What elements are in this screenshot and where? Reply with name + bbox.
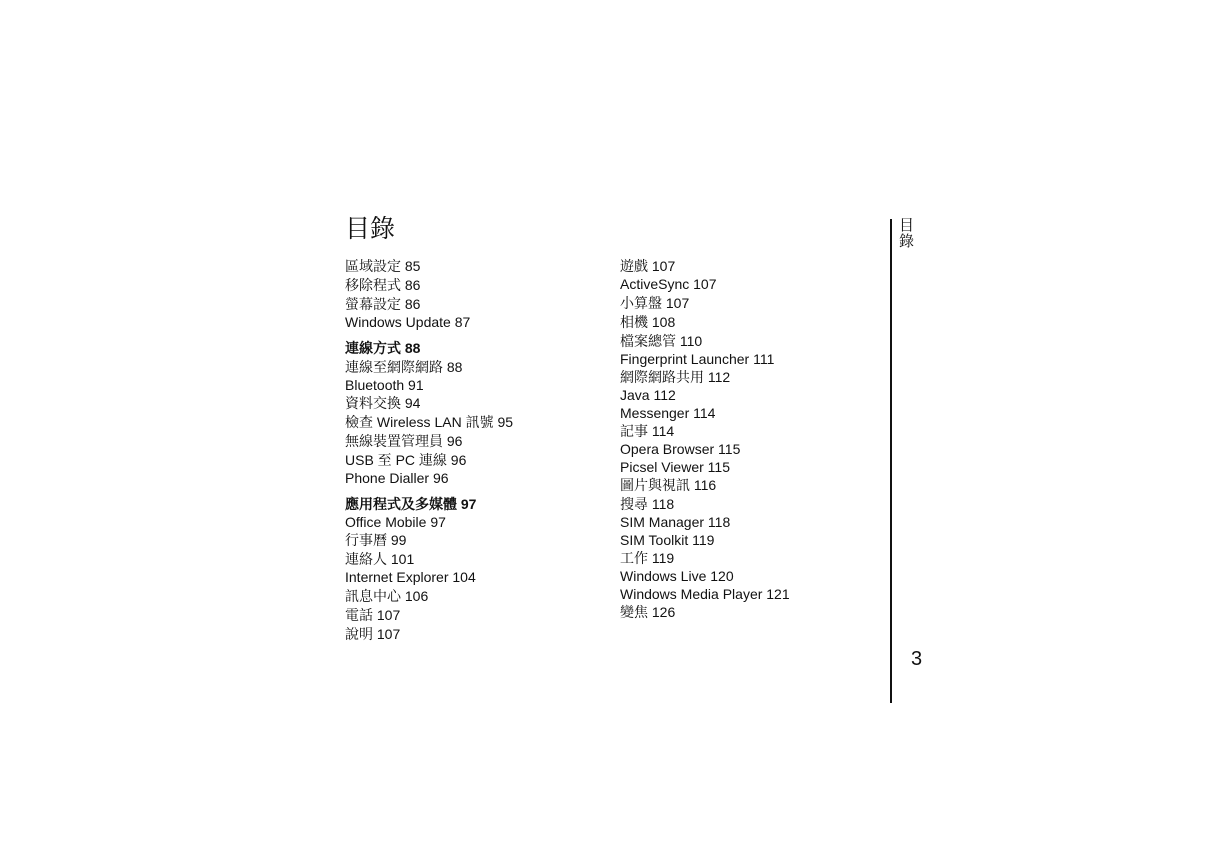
page-title: 目錄 [345, 214, 396, 243]
toc-entry[interactable]: Java 112 [620, 387, 676, 403]
toc-entry[interactable]: 變焦 126 [620, 604, 676, 620]
toc-entry[interactable]: 螢幕設定 86 [345, 296, 421, 312]
toc-entry[interactable]: Windows Live 120 [620, 568, 734, 584]
toc-entry[interactable]: 電話 107 [345, 606, 401, 623]
toc-entry[interactable]: 工作 119 [620, 550, 675, 566]
toc-section-heading[interactable]: 應用程式及多媒體 97 [345, 495, 477, 512]
toc-entry[interactable]: 資料交換 94 [345, 395, 421, 411]
section-gap [345, 332, 595, 339]
toc-entry[interactable]: 相機 108 [620, 313, 676, 330]
toc-entry[interactable]: 搜尋 118 [620, 496, 675, 512]
toc-entry[interactable]: 訊息中心 106 [345, 587, 429, 604]
toc-entry[interactable]: Internet Explorer 104 [345, 569, 476, 585]
page-number: 3 [911, 648, 923, 670]
toc-entry[interactable]: 移除程式 86 [345, 277, 421, 293]
toc-entry[interactable]: Picsel Viewer 115 [620, 458, 730, 475]
toc-entry[interactable]: ActiveSync 107 [620, 276, 717, 292]
toc-entry[interactable]: Phone Dialler 96 [345, 470, 449, 486]
toc-entry[interactable]: Bluetooth 91 [345, 376, 424, 393]
toc-entry[interactable]: 區域設定 85 [345, 258, 421, 274]
toc-entry[interactable]: Windows Media Player 121 [620, 585, 790, 602]
toc-entry[interactable]: SIM Manager 118 [620, 514, 731, 530]
toc-entry[interactable]: Office Mobile 97 [345, 513, 446, 530]
toc-entry[interactable]: Windows Update 87 [345, 314, 471, 330]
toc-entry[interactable]: 圖片與視訊 116 [620, 477, 717, 493]
toc-entry[interactable]: 遊戲 107 [620, 258, 676, 274]
toc-left-column [345, 257, 595, 644]
toc-section-heading[interactable]: 連線方式 88 [345, 339, 421, 356]
toc-entry[interactable]: 無線裝置管理員 96 [345, 433, 463, 449]
toc-entry[interactable]: USB 至 PC 連線 96 [345, 452, 467, 468]
toc-entry[interactable]: 記事 114 [620, 423, 675, 439]
toc-entry[interactable]: 檢查 Wireless LAN 訊號 95 [345, 414, 514, 430]
toc-entry[interactable]: Fingerprint Launcher 111 [620, 350, 775, 367]
toc-entry[interactable]: SIM Toolkit 119 [620, 531, 715, 548]
toc-right-column [620, 257, 870, 622]
toc-entry[interactable]: 行事曆 99 [345, 532, 407, 548]
section-gap [345, 488, 595, 495]
toc-entry[interactable]: 檔案總管 110 [620, 332, 703, 349]
toc-entry[interactable]: 說明 107 [345, 625, 401, 642]
toc-entry[interactable]: 連線至網際網路 88 [345, 358, 463, 375]
toc-entry[interactable]: Messenger 114 [620, 404, 716, 421]
toc-entry[interactable]: 網際網路共用 112 [620, 369, 731, 385]
toc-entry[interactable]: 連絡人 101 [345, 551, 415, 567]
vertical-divider [890, 219, 892, 703]
toc-entry[interactable]: 小算盤 107 [620, 294, 690, 311]
side-section-label: 目錄 [897, 217, 915, 249]
toc-entry[interactable]: Opera Browser 115 [620, 441, 741, 457]
